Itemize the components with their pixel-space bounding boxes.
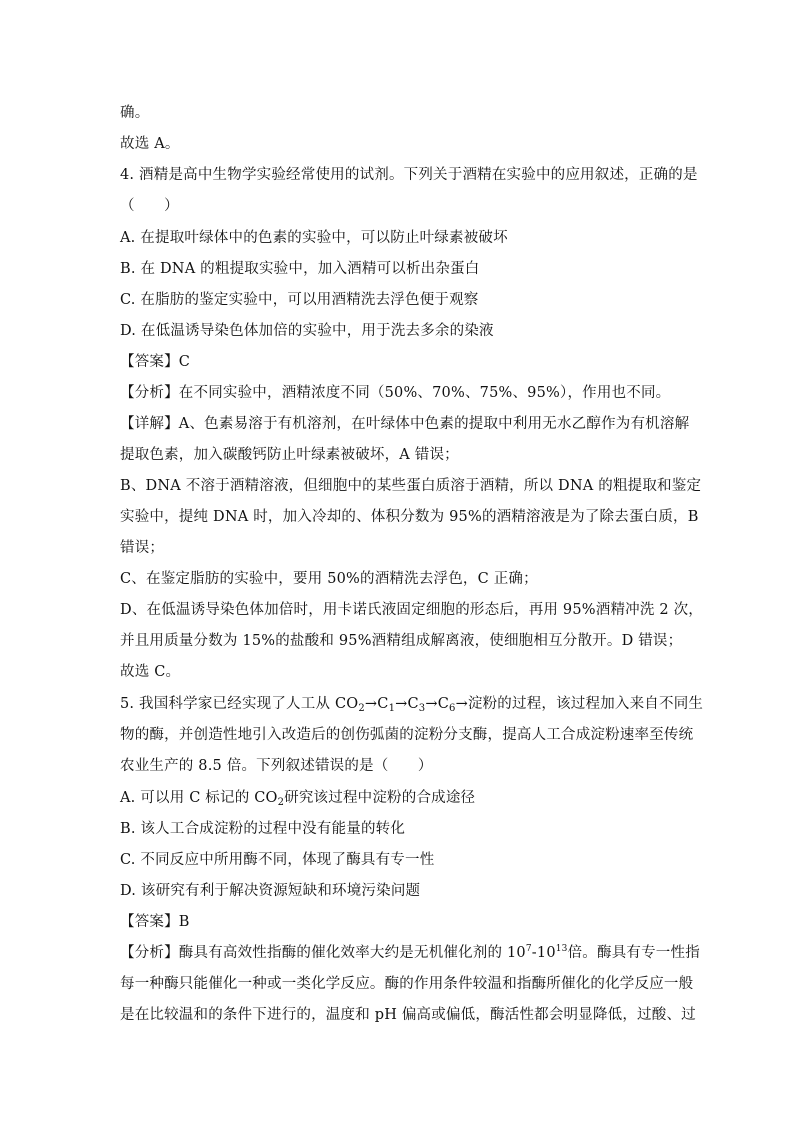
question-5-stem-line: 农业生产的 8.5 倍。下列叙述错误的是（ ）	[120, 758, 433, 774]
question-5-option-d: D. 该研究有利于解决资源短缺和环境污染问题	[120, 883, 421, 899]
question-4-bracket: （ ）	[120, 198, 179, 214]
question-5-stem-line: 物的酶，并创造性地引入改造后的创伤弧菌的淀粉分支酶，提高人工合成淀粉速率至传统	[120, 727, 694, 743]
stem-text: 5. 我国科学家已经实现了人工从 CO	[120, 696, 359, 712]
subscript: 2	[277, 797, 285, 808]
subscript: 2	[358, 703, 365, 714]
option-text: 研究该过程中淀粉的合成途径	[284, 790, 476, 806]
superscript: 13	[555, 944, 568, 954]
question-5-analysis	[120, 943, 700, 963]
question-4-option-c: C. 在脂肪的鉴定实验中，可以用酒精洗去浮色便于观察	[120, 292, 479, 308]
question-4-detail-line: 实验中，提纯 DNA 时，加入冷却的、体积分数为 95%的酒精溶液是为了除去蛋白质，B	[120, 509, 699, 525]
text-line: 确。	[120, 105, 150, 121]
question-4-detail-line: 提取色素，加入碳酸钙防止叶绿素被破坏，A 错误；	[120, 447, 459, 463]
analysis-text: 【分析】酶具有高效性指酶的催化效率大约是无机催化剂的 10	[120, 945, 526, 961]
question-5-stem	[120, 694, 704, 714]
question-4-detail-line: 并且用质量分数为 15%的盐酸和 95%酒精组成解离液，使细胞相互分散开。D 错误；	[120, 633, 683, 649]
stem-text: →C	[364, 696, 389, 712]
question-4-detail-line: C、在鉴定脂肪的实验中，要用 50%的酒精洗去浮色，C 正确；	[120, 571, 538, 587]
analysis-text: -10	[531, 945, 556, 961]
question-4-option-a: A. 在提取叶绿体中的色素的实验中，可以防止叶绿素被破坏	[120, 230, 508, 246]
question-4-detail-line: 错误；	[120, 540, 165, 556]
question-4-detail-line: D、在低温诱导染色体加倍时，用卡诺氏液固定细胞的形态后，再用 95%酒精冲洗 2 次，	[120, 602, 704, 618]
question-4-option-b: B. 在 DNA 的粗提取实验中，加入酒精可以析出杂蛋白	[120, 261, 480, 277]
question-4-option-d: D. 在低温诱导染色体加倍的实验中，用于洗去多余的染液	[120, 323, 494, 339]
question-5-answer: 【答案】B	[120, 914, 190, 930]
subscript: 6	[449, 703, 456, 714]
question-4-answer: 【答案】C	[120, 354, 191, 370]
superscript: 7	[525, 944, 532, 954]
stem-text: →淀粉的过程，该过程加入来自不同生	[455, 696, 704, 712]
question-4-detail-line: 【详解】A、色素易溶于有机溶剂，在叶绿体中色素的提取中利用无水乙醇作为有机溶解	[120, 416, 690, 432]
question-5-analysis-line: 是在比较温和的条件下进行的，温度和 pH 偏高或偏低，酶活性都会明显降低，过酸、过	[120, 1007, 696, 1023]
question-4-analysis: 【分析】在不同实验中，酒精浓度不同（50%、70%、75%、95%），作用也不同。	[120, 385, 671, 401]
option-text: A. 可以用 C 标记的 CO	[120, 790, 278, 806]
question-5-option-c: C. 不同反应中所用酶不同，体现了酶具有专一性	[120, 852, 435, 868]
question-4-detail-line: 故选 C。	[120, 664, 181, 680]
subscript: 1	[388, 703, 396, 714]
question-4-detail-line: B、DNA 不溶于酒精溶液，但细胞中的某些蛋白质溶于酒精，所以 DNA 的粗提取和鉴定	[120, 478, 702, 494]
stem-text: →C	[395, 696, 419, 712]
question-4-stem: 4. 酒精是高中生物学实验经常使用的试剂。下列关于酒精在实验中的应用叙述，正确的是	[120, 167, 698, 183]
question-5-analysis-line: 每一种酶只能催化一种或一类化学反应。酶的作用条件较温和指酶所催化的化学反应一般	[120, 976, 694, 992]
text-line: 故选 A。	[120, 136, 180, 152]
analysis-text: 倍。酶具有专一性指	[567, 945, 700, 961]
stem-text: →C	[425, 696, 449, 712]
subscript: 3	[418, 703, 426, 714]
question-5-option-a	[120, 788, 680, 808]
question-5-option-b: B. 该人工合成淀粉的过程中没有能量的转化	[120, 821, 406, 837]
